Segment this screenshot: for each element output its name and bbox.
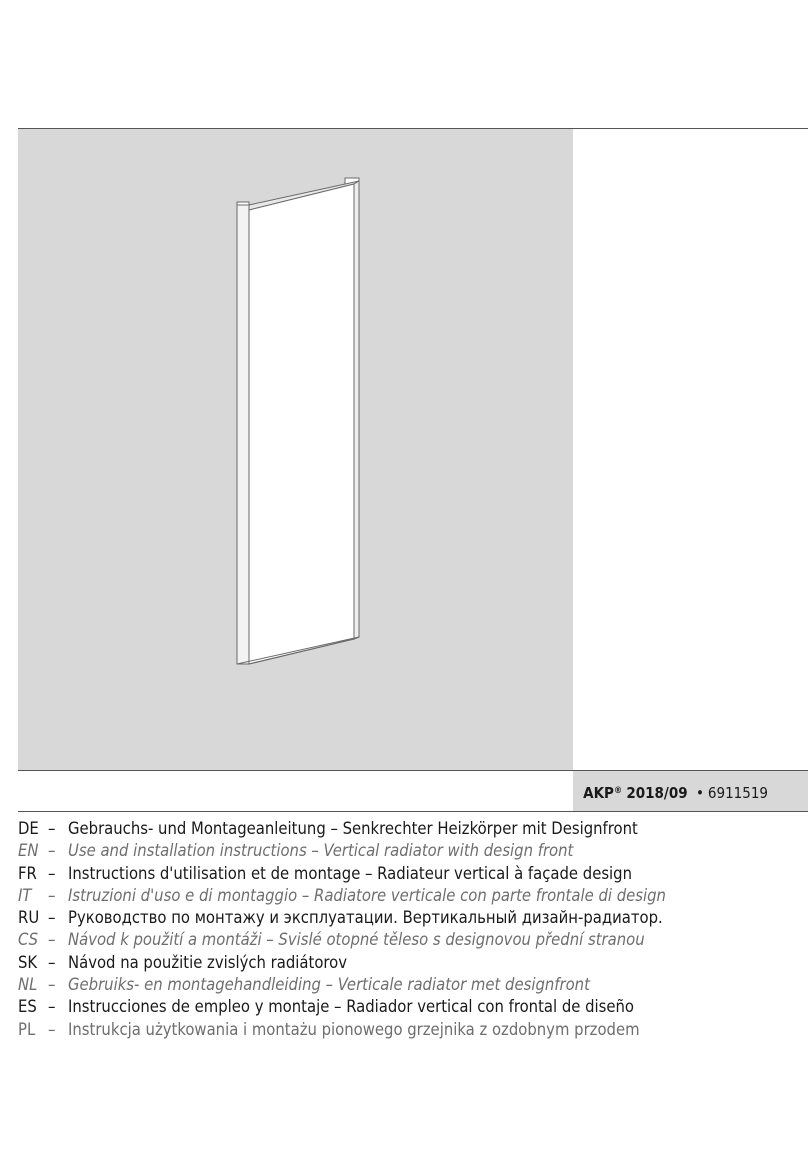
language-row-es (18, 996, 798, 1018)
language-title: Use and installation instructions – Vertical radiator with design front (68, 841, 574, 861)
radiator-side-panel (237, 205, 249, 664)
language-title: Instrucciones de empleo y montaje – Radiador vertical con frontal de diseño (68, 997, 635, 1017)
language-row-fr (18, 863, 798, 885)
doc-code-prefix: AKP® (583, 784, 623, 802)
language-title: Gebruiks- en montagehandleiding – Verticale radiator met designfront (68, 975, 590, 995)
language-title: Gebrauchs- und Montageanleitung – Senkrechter Heizkörper mit Designfront (68, 819, 638, 838)
language-title: Istruzioni d'uso e di montaggio – Radiatore verticale con parte frontale di design (68, 885, 666, 905)
bottom-divider (18, 811, 808, 812)
doc-separator: • (695, 784, 704, 802)
radiator-illustration (18, 129, 573, 770)
language-dash: – (48, 930, 56, 950)
language-row-cs (18, 929, 798, 951)
language-row-en (18, 840, 798, 862)
language-code: NL (18, 975, 38, 995)
language-title: Návod k použití a montáži – Svislé otopné těleso s designovou přední stranou (68, 930, 645, 950)
radiator-right-edge (354, 181, 359, 639)
language-code: ES (18, 997, 37, 1017)
doc-version: 2018/09 (626, 784, 688, 802)
language-code: PL (18, 1019, 36, 1039)
language-code: RU (18, 908, 40, 928)
language-dash: – (48, 863, 56, 883)
language-dash: – (48, 997, 56, 1017)
language-dash: – (48, 841, 56, 861)
language-title: Instructions d'utilisation et de montage – Radiateur vertical à façade design (68, 863, 633, 883)
cover-illustration-panel (18, 129, 573, 770)
language-row-sk (18, 952, 798, 974)
language-code: DE (18, 819, 39, 838)
language-code: EN (18, 841, 39, 861)
language-code: SK (18, 952, 38, 972)
language-dash: – (48, 819, 56, 838)
language-row-ru (18, 907, 798, 929)
radiator-front-panel (249, 184, 354, 664)
language-row-pl (18, 1019, 798, 1041)
doc-number: 6911519 (707, 784, 768, 802)
language-dash: – (48, 1019, 56, 1039)
language-title: Návod na použitie zvislých radiátorov (68, 952, 348, 972)
language-title: Руководство по монтажу и эксплуатации. Вертикальный дизайн-радиатор. (68, 908, 663, 928)
language-row-de (18, 818, 798, 840)
language-row-it (18, 885, 798, 907)
language-row-nl (18, 974, 798, 996)
language-code: CS (18, 930, 39, 950)
language-dash: – (48, 885, 56, 905)
language-dash: – (48, 908, 56, 928)
language-dash: – (48, 975, 56, 995)
document-code-bar (573, 771, 808, 811)
language-code: FR (18, 863, 37, 883)
language-title: Instrukcja użytkowania i montażu pionowego grzejnika z ozdobnym przodem (68, 1019, 640, 1039)
language-code: IT (18, 885, 32, 905)
language-dash: – (48, 952, 56, 972)
registered-mark: ® (613, 786, 623, 796)
language-title-list (18, 818, 798, 1041)
